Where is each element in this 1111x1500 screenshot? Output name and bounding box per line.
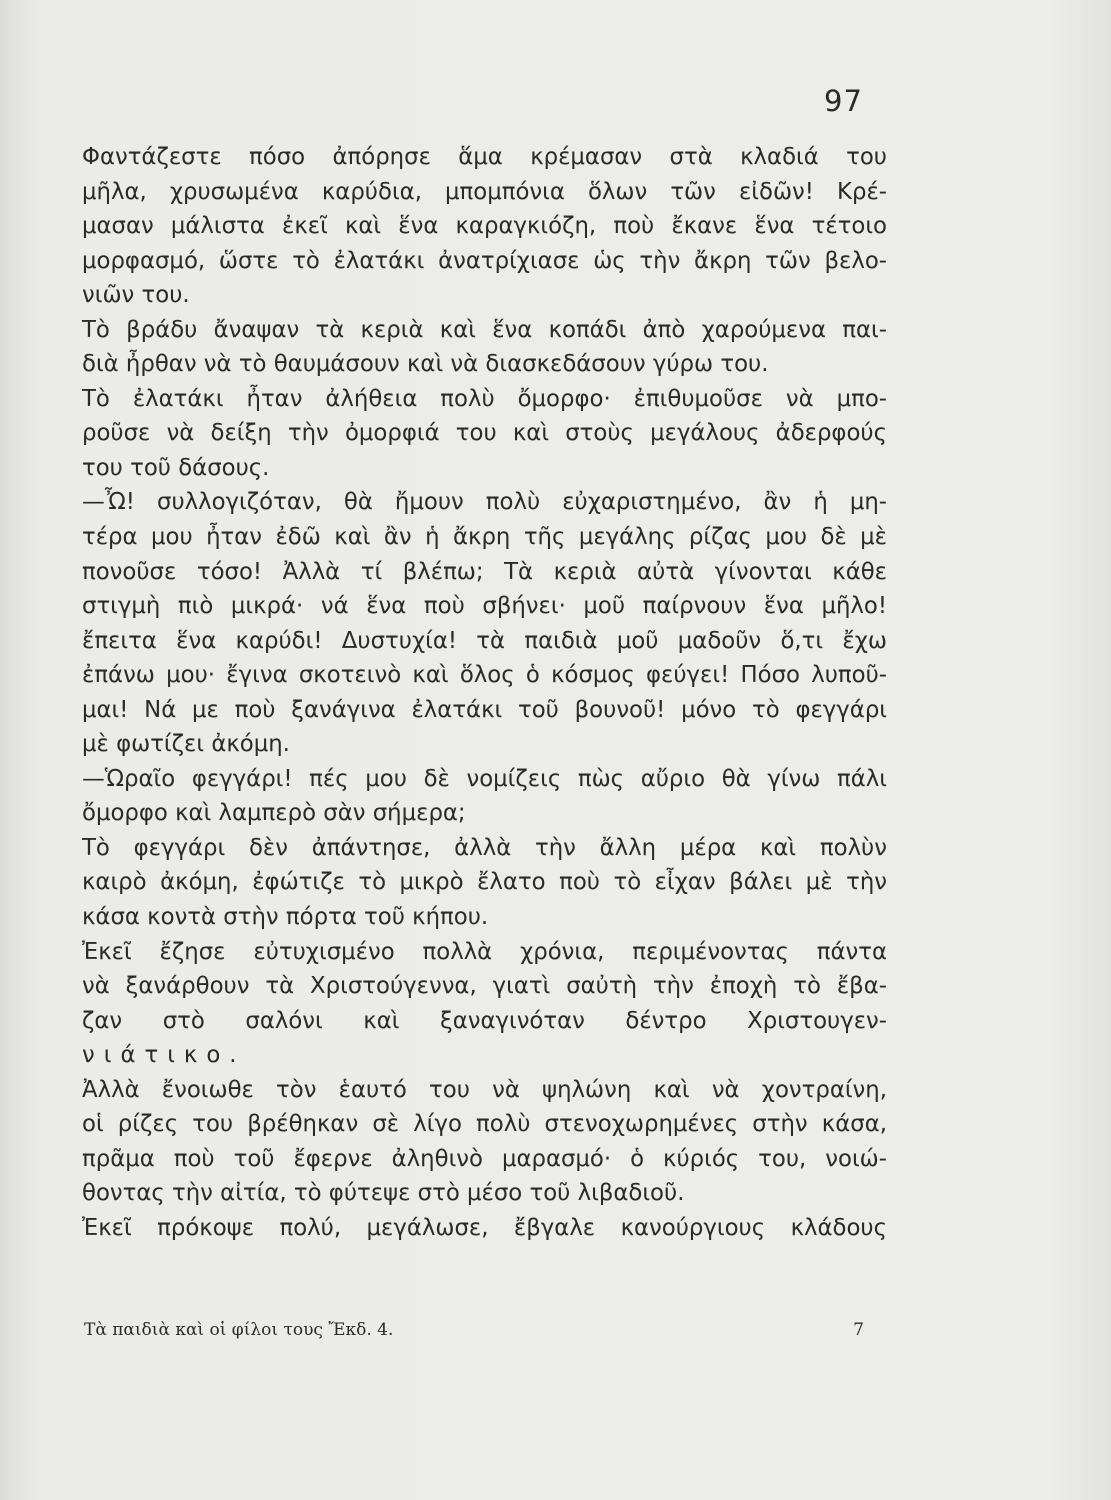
text-line: πονοῦσε τόσο! Ἀλλὰ τί βλέπω; Τὰ κεριὰ αὐτὰ γίνονται κάθε xyxy=(82,558,887,585)
page-number: 97 xyxy=(824,84,863,118)
text-line: ζαν στὸ σαλόνι καὶ ξαναγινόταν δέντρο Χριστουγεν- xyxy=(82,1007,887,1034)
text-line: Τὸ ἐλατάκι ἦταν ἀλήθεια πολὺ ὄμορφο· ἐπιθυμοῦσε νὰ μπο- xyxy=(82,385,887,412)
text-line: στιγμὴ πιὸ μικρά· νά ἕνα ποὺ σβήνει· μοῦ παίρνουν ἕνα μῆλο! xyxy=(82,593,887,620)
text-line: πρᾶμα ποὺ τοῦ ἔφερνε ἀληθινὸ μαρασμό· ὁ κύριός του, νοιώ- xyxy=(82,1145,887,1172)
text-line: ὄμορφο καὶ λαμπερὸ σὰν σήμερα; xyxy=(82,800,466,827)
text-line: καιρὸ ἀκόμη, ἐφώτιζε τὸ μικρὸ ἔλατο ποὺ τὸ εἶχαν βάλει μὲ τὴν xyxy=(82,869,887,896)
text-line: κάσα κοντὰ στὴν πόρτα τοῦ κήπου. xyxy=(82,904,489,931)
text-line: οἱ ρίζες του βρέθηκαν σὲ λίγο πολὺ στενοχωρημένες στὴν κάσα, xyxy=(82,1111,887,1138)
text-line: τέρα μου ἦταν ἐδῶ καὶ ἂν ἡ ἄκρη τῆς μεγάλης ρίζας μου δὲ μὲ xyxy=(82,524,887,551)
text-line: του τοῦ δάσους. xyxy=(82,454,270,481)
text-line: νιάτικο. xyxy=(82,1042,246,1069)
text-line: Ἀλλὰ ἔνοιωθε τὸν ἑαυτό του νὰ ψηλώνη καὶ νὰ χοντραίνη, xyxy=(82,1076,887,1103)
footer-sheet-number: 7 xyxy=(853,1320,864,1340)
text-line: μῆλα, χρυσωμένα καρύδια, μπομπόνια ὅλων τῶν εἰδῶν! Κρέ- xyxy=(82,178,887,205)
text-line: νὰ ξανάρθουν τὰ Χριστούγεννα, γιατὶ σαὐτὴ τὴν ἐποχὴ τὸ ἔβα- xyxy=(82,973,887,1000)
text-line: —Ὡραῖο φεγγάρι! πές μου δὲ νομίζεις πὼς αὔριο θὰ γίνω πάλι xyxy=(82,765,887,792)
text-line: ἔπειτα ἕνα καρύδι! Δυστυχία! τὰ παιδιὰ μοῦ μαδοῦν ὅ,τι ἔχω xyxy=(82,627,887,654)
footer-signature: Τὰ παιδιὰ καὶ οἱ φίλοι τους Ἔκδ. 4. xyxy=(84,1320,394,1340)
text-line: μορφασμό, ὥστε τὸ ἐλατάκι ἀνατρίχιασε ὡς τὴν ἄκρη τῶν βελο- xyxy=(82,247,887,274)
text-line: Τὸ φεγγάρι δὲν ἀπάντησε, ἀλλὰ τὴν ἄλλη μέρα καὶ πολὺν xyxy=(82,834,887,861)
text-line: μὲ φωτίζει ἀκόμη. xyxy=(82,731,290,758)
text-line: νιῶν του. xyxy=(82,282,190,309)
text-line: Ἐκεῖ πρόκοψε πολύ, μεγάλωσε, ἔβγαλε κανούργιους κλάδους xyxy=(82,1214,887,1241)
text-line: μαι! Νά με ποὺ ξανάγινα ἐλατάκι τοῦ βουνοῦ! μόνο τὸ φεγγάρι xyxy=(82,696,887,723)
text-line: ροῦσε νὰ δείξη τὴν ὀμορφιά του καὶ στοὺς μεγάλους ἀδερφούς xyxy=(82,420,887,447)
text-line: διὰ ἦρθαν νὰ τὸ θαυμάσουν καὶ νὰ διασκεδάσουν γύρω του. xyxy=(82,351,769,378)
text-line: μασαν μάλιστα ἐκεῖ καὶ ἕνα καραγκιόζη, ποὺ ἔκανε ἕνα τέτοιο xyxy=(82,213,887,240)
text-line: θοντας τὴν αἰτία, τὸ φύτεψε στὸ μέσο τοῦ λιβαδιοῦ. xyxy=(82,1180,685,1207)
text-line: Τὸ βράδυ ἄναψαν τὰ κεριὰ καὶ ἕνα κοπάδι ἀπὸ χαρούμενα παι- xyxy=(82,316,887,343)
page-footer xyxy=(84,1320,864,1350)
text-line: Ἐκεῖ ἔζησε εὐτυχισμένο πολλὰ χρόνια, περιμένοντας πάντα xyxy=(82,938,887,965)
text-line: ἐπάνω μου· ἔγινα σκοτεινὸ καὶ ὅλος ὁ κόσμος φεύγει! Πόσο λυποῦ- xyxy=(82,662,887,689)
body-text xyxy=(82,140,887,1246)
text-line: —Ὦ! συλλογιζόταν, θὰ ἤμουν πολὺ εὐχαριστημένο, ἂν ἡ μη- xyxy=(82,489,887,516)
text-line: Φαντάζεστε πόσο ἀπόρησε ἅμα κρέμασαν στὰ κλαδιά του xyxy=(82,144,887,170)
